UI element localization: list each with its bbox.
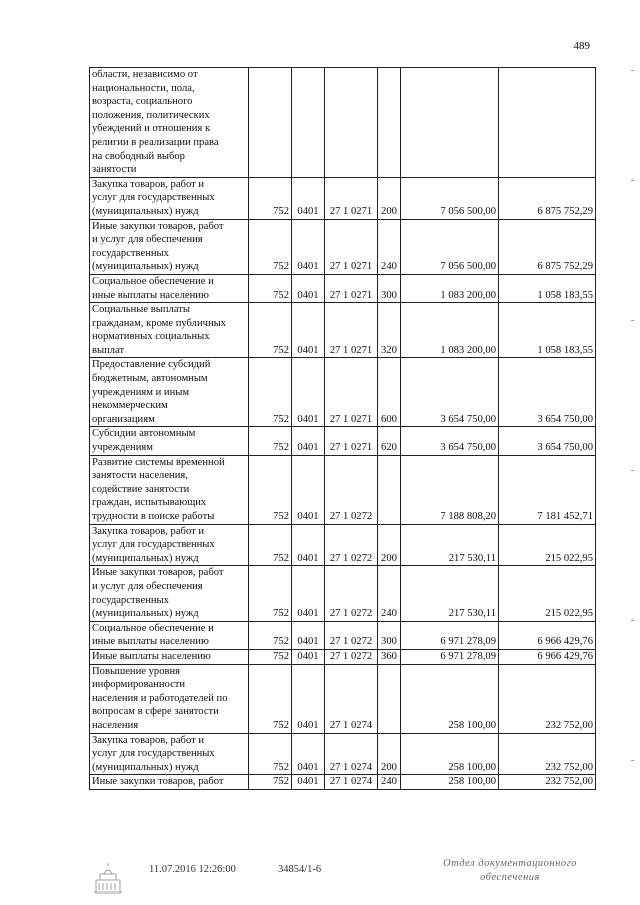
row-name: Социальное обеспечение и иные выплаты населению <box>90 274 249 302</box>
table-row <box>90 177 596 219</box>
executed-amount: 232 752,00 <box>499 664 596 733</box>
section-code: 0401 <box>292 649 325 664</box>
table-row <box>90 621 596 649</box>
article-code: 27 1 0272 <box>325 566 378 621</box>
planned-amount: 217 530,11 <box>401 524 499 566</box>
expense-type-code: 600 <box>378 358 401 427</box>
article-code: 27 1 0271 <box>325 358 378 427</box>
planned-amount: 7 188 808,20 <box>401 455 499 524</box>
footer-datetime: 11.07.2016 12:26:00 <box>149 864 236 875</box>
department-code: 752 <box>249 219 292 274</box>
planned-amount: 6 971 278,09 <box>401 649 499 664</box>
budget-table <box>89 67 596 790</box>
expense-type-code: 240 <box>378 219 401 274</box>
section-code: 0401 <box>292 303 325 358</box>
executed-amount: 7 181 452,71 <box>499 455 596 524</box>
row-name: Социальное обеспечение и иные выплаты населению <box>90 621 249 649</box>
planned-amount <box>401 68 499 178</box>
planned-amount: 1 083 200,00 <box>401 274 499 302</box>
table-row <box>90 358 596 427</box>
department-code: 752 <box>249 455 292 524</box>
section-code: 0401 <box>292 733 325 775</box>
row-name: Развитие системы временной занятости населения, содействие занятости граждан, испытывающих трудности в поиске работы <box>90 455 249 524</box>
section-code: 0401 <box>292 524 325 566</box>
section-code: 0401 <box>292 274 325 302</box>
expense-type-code: 240 <box>378 775 401 790</box>
executed-amount: 1 058 183,55 <box>499 303 596 358</box>
department-code: 752 <box>249 274 292 302</box>
department-code: 752 <box>249 621 292 649</box>
section-code: 0401 <box>292 566 325 621</box>
executed-amount: 1 058 183,55 <box>499 274 596 302</box>
expense-type-code: 200 <box>378 524 401 566</box>
executed-amount: 6 966 429,76 <box>499 621 596 649</box>
planned-amount: 3 654 750,00 <box>401 358 499 427</box>
article-code: 27 1 0271 <box>325 219 378 274</box>
department-code: 752 <box>249 303 292 358</box>
expense-type-code: 320 <box>378 303 401 358</box>
footer-department-stamp: Отдел документационного обеспечения <box>443 858 577 883</box>
expense-type-code <box>378 455 401 524</box>
executed-amount: 215 022,95 <box>499 566 596 621</box>
article-code: 27 1 0271 <box>325 303 378 358</box>
executed-amount: 6 966 429,76 <box>499 649 596 664</box>
executed-amount: 3 654 750,00 <box>499 427 596 455</box>
row-name: Субсидии автономным учреждениям <box>90 427 249 455</box>
planned-amount: 258 100,00 <box>401 664 499 733</box>
expense-type-code: 240 <box>378 566 401 621</box>
table-row <box>90 775 596 790</box>
table-row <box>90 303 596 358</box>
table-row <box>90 274 596 302</box>
article-code <box>325 68 378 178</box>
department-code: 752 <box>249 775 292 790</box>
table-row <box>90 664 596 733</box>
row-name: Повышение уровня информированности населения и работодателей по вопросам в сфере занятости населения <box>90 664 249 733</box>
article-code: 27 1 0272 <box>325 621 378 649</box>
executed-amount: 6 875 752,29 <box>499 219 596 274</box>
row-name: Закупка товаров, работ и услуг для государственных (муниципальных) нужд <box>90 524 249 566</box>
article-code: 27 1 0271 <box>325 274 378 302</box>
department-code: 752 <box>249 566 292 621</box>
expense-type-code: 200 <box>378 733 401 775</box>
row-name: Иные выплаты населению <box>90 649 249 664</box>
planned-amount: 7 056 500,00 <box>401 177 499 219</box>
section-code: 0401 <box>292 358 325 427</box>
expense-type-code <box>378 68 401 178</box>
article-code: 27 1 0271 <box>325 427 378 455</box>
page-number: 489 <box>573 40 590 52</box>
row-name: Закупка товаров, работ и услуг для государственных (муниципальных) нужд <box>90 733 249 775</box>
footer-document-code: 34854/1-6 <box>278 864 322 875</box>
article-code: 27 1 0274 <box>325 664 378 733</box>
article-code: 27 1 0272 <box>325 455 378 524</box>
article-code: 27 1 0272 <box>325 524 378 566</box>
department-code: 752 <box>249 649 292 664</box>
planned-amount: 217 530,11 <box>401 566 499 621</box>
expense-type-code: 300 <box>378 621 401 649</box>
expense-type-code <box>378 664 401 733</box>
planned-amount: 6 971 278,09 <box>401 621 499 649</box>
planned-amount: 258 100,00 <box>401 733 499 775</box>
row-name: области, независимо от национальности, пола, возраста, социального положения, политических убеждений и отношения к религии в реализации права на свободный выбор занятости <box>90 68 249 178</box>
row-name: Предоставление субсидий бюджетным, автономным учреждениям и иным некоммерческим организациям <box>90 358 249 427</box>
row-name: Иные закупки товаров, работ и услуг для обеспечения государственных (муниципальных) нужд <box>90 566 249 621</box>
table-row <box>90 455 596 524</box>
article-code: 27 1 0271 <box>325 177 378 219</box>
article-code: 27 1 0274 <box>325 775 378 790</box>
section-code: 0401 <box>292 219 325 274</box>
department-code: 752 <box>249 427 292 455</box>
department-code: 752 <box>249 524 292 566</box>
section-code: 0401 <box>292 775 325 790</box>
expense-type-code: 620 <box>378 427 401 455</box>
executed-amount <box>499 68 596 178</box>
table-row <box>90 68 596 178</box>
building-emblem-icon <box>88 862 128 894</box>
section-code <box>292 68 325 178</box>
executed-amount: 3 654 750,00 <box>499 358 596 427</box>
row-name: Иные закупки товаров, работ <box>90 775 249 790</box>
department-code: 752 <box>249 733 292 775</box>
expense-type-code: 200 <box>378 177 401 219</box>
table-row <box>90 427 596 455</box>
executed-amount: 232 752,00 <box>499 775 596 790</box>
scan-edge-marks <box>631 60 634 820</box>
row-name: Иные закупки товаров, работ и услуг для обеспечения государственных (муниципальных) нужд <box>90 219 249 274</box>
planned-amount: 1 083 200,00 <box>401 303 499 358</box>
executed-amount: 232 752,00 <box>499 733 596 775</box>
executed-amount: 6 875 752,29 <box>499 177 596 219</box>
executed-amount: 215 022,95 <box>499 524 596 566</box>
expense-type-code: 300 <box>378 274 401 302</box>
department-code <box>249 68 292 178</box>
row-name: Закупка товаров, работ и услуг для государственных (муниципальных) нужд <box>90 177 249 219</box>
row-name: Социальные выплаты гражданам, кроме публичных нормативных социальных выплат <box>90 303 249 358</box>
expense-type-code: 360 <box>378 649 401 664</box>
planned-amount: 7 056 500,00 <box>401 219 499 274</box>
department-code: 752 <box>249 664 292 733</box>
table-row <box>90 649 596 664</box>
department-code: 752 <box>249 177 292 219</box>
article-code: 27 1 0274 <box>325 733 378 775</box>
section-code: 0401 <box>292 427 325 455</box>
section-code: 0401 <box>292 621 325 649</box>
section-code: 0401 <box>292 455 325 524</box>
table-row <box>90 733 596 775</box>
section-code: 0401 <box>292 177 325 219</box>
table-row <box>90 524 596 566</box>
planned-amount: 258 100,00 <box>401 775 499 790</box>
article-code: 27 1 0272 <box>325 649 378 664</box>
table-row <box>90 219 596 274</box>
department-code: 752 <box>249 358 292 427</box>
planned-amount: 3 654 750,00 <box>401 427 499 455</box>
section-code: 0401 <box>292 664 325 733</box>
table-row <box>90 566 596 621</box>
